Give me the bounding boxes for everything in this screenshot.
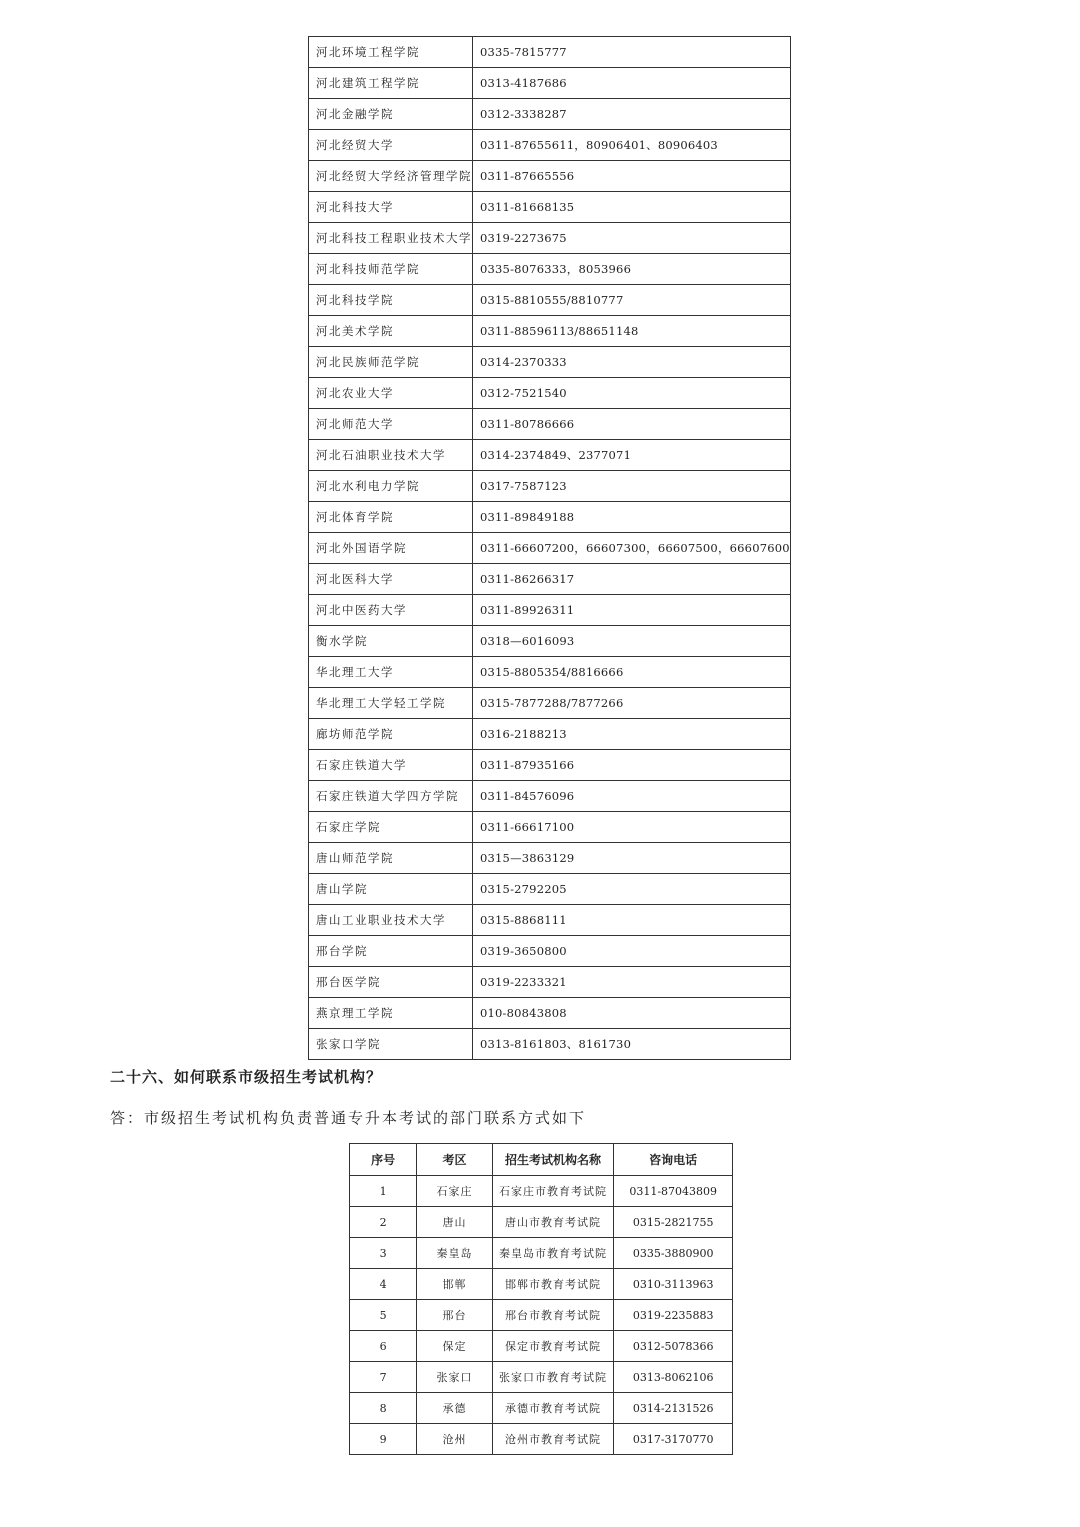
university-phone: 0335-7815777: [473, 37, 791, 68]
office-name: 保定市教育考试院: [492, 1331, 614, 1362]
university-contact-table: [308, 36, 791, 1060]
university-phone: 0335-8076333，8053966: [473, 254, 791, 285]
university-name: 唐山学院: [309, 874, 473, 905]
table-row: [309, 657, 791, 688]
row-index: 7: [350, 1362, 417, 1393]
table-row: [309, 564, 791, 595]
table-row: [309, 68, 791, 99]
table-row: [309, 471, 791, 502]
row-index: 1: [350, 1176, 417, 1207]
table-row: [350, 1176, 733, 1207]
row-index: 6: [350, 1331, 417, 1362]
header-district: 考区: [417, 1144, 492, 1176]
table-row: [350, 1269, 733, 1300]
university-phone: 0315-2792205: [473, 874, 791, 905]
office-phone: 0313-8062106: [614, 1362, 733, 1393]
university-name: 河北环境工程学院: [309, 37, 473, 68]
exam-district: 邢台: [417, 1300, 492, 1331]
university-name: 燕京理工学院: [309, 998, 473, 1029]
university-name: 河北科技学院: [309, 285, 473, 316]
table-row: [309, 688, 791, 719]
university-name: 河北科技工程职业技术大学: [309, 223, 473, 254]
university-name: 华北理工大学轻工学院: [309, 688, 473, 719]
table-row: [309, 750, 791, 781]
table-row: [309, 254, 791, 285]
table-row: [309, 533, 791, 564]
university-name: 廊坊师范学院: [309, 719, 473, 750]
office-phone: 0319-2235883: [614, 1300, 733, 1331]
table-row: [350, 1331, 733, 1362]
city-exam-office-table: [349, 1143, 733, 1455]
table-row: [309, 285, 791, 316]
university-phone: 0311-88596113/88651148: [473, 316, 791, 347]
university-phone: 0311-66617100: [473, 812, 791, 843]
university-phone: 0312-7521540: [473, 378, 791, 409]
office-phone: 0310-3113963: [614, 1269, 733, 1300]
university-phone: 0311-89926311: [473, 595, 791, 626]
university-phone: 0311-80786666: [473, 409, 791, 440]
university-phone: 0313-8161803、8161730: [473, 1029, 791, 1060]
table-row: [309, 998, 791, 1029]
table-row: [350, 1424, 733, 1455]
office-name: 张家口市教育考试院: [492, 1362, 614, 1393]
university-phone: 0315-8868111: [473, 905, 791, 936]
row-index: 2: [350, 1207, 417, 1238]
university-name: 河北体育学院: [309, 502, 473, 533]
table-row: [309, 812, 791, 843]
table-row: [309, 316, 791, 347]
university-name: 唐山工业职业技术大学: [309, 905, 473, 936]
university-phone: 0311-87665556: [473, 161, 791, 192]
university-name: 河北经贸大学: [309, 130, 473, 161]
university-name: 张家口学院: [309, 1029, 473, 1060]
office-name: 沧州市教育考试院: [492, 1424, 614, 1455]
university-name: 石家庄学院: [309, 812, 473, 843]
university-name: 邢台医学院: [309, 967, 473, 998]
university-table-body: [309, 37, 791, 1060]
university-phone: 0311-66607200，66607300，66607500，66607600: [473, 533, 791, 564]
header-office-name: 招生考试机构名称: [492, 1144, 614, 1176]
office-phone: 0314-2131526: [614, 1393, 733, 1424]
office-name: 邢台市教育考试院: [492, 1300, 614, 1331]
exam-district: 保定: [417, 1331, 492, 1362]
university-name: 河北石油职业技术大学: [309, 440, 473, 471]
university-name: 华北理工大学: [309, 657, 473, 688]
exam-district: 承德: [417, 1393, 492, 1424]
university-name: 河北金融学院: [309, 99, 473, 130]
row-index: 8: [350, 1393, 417, 1424]
university-name: 河北农业大学: [309, 378, 473, 409]
table-row: [309, 967, 791, 998]
table-row: [309, 347, 791, 378]
university-name: 河北民族师范学院: [309, 347, 473, 378]
table-row: [350, 1393, 733, 1424]
university-name: 河北水利电力学院: [309, 471, 473, 502]
exam-district: 邯郸: [417, 1269, 492, 1300]
university-phone: 0311-89849188: [473, 502, 791, 533]
university-phone: 0319-2233321: [473, 967, 791, 998]
office-name: 唐山市教育考试院: [492, 1207, 614, 1238]
university-name: 河北师范大学: [309, 409, 473, 440]
university-phone: 0314-2370333: [473, 347, 791, 378]
office-phone: 0311-87043809: [614, 1176, 733, 1207]
table-row: [309, 843, 791, 874]
university-name: 河北外国语学院: [309, 533, 473, 564]
table-row: [309, 409, 791, 440]
university-name: 河北科技大学: [309, 192, 473, 223]
row-index: 9: [350, 1424, 417, 1455]
university-phone: 0315-8810555/8810777: [473, 285, 791, 316]
university-phone: 0312-3338287: [473, 99, 791, 130]
header-phone: 咨询电话: [614, 1144, 733, 1176]
university-phone: 0311-87655611，80906401、80906403: [473, 130, 791, 161]
university-phone: 0317-7587123: [473, 471, 791, 502]
university-name: 石家庄铁道大学: [309, 750, 473, 781]
office-phone: 0315-2821755: [614, 1207, 733, 1238]
university-phone: 0314-2374849、2377071: [473, 440, 791, 471]
table-row: [309, 936, 791, 967]
table-row: [309, 905, 791, 936]
university-name: 石家庄铁道大学四方学院: [309, 781, 473, 812]
office-name: 石家庄市教育考试院: [492, 1176, 614, 1207]
university-phone: 0319-3650800: [473, 936, 791, 967]
university-name: 邢台学院: [309, 936, 473, 967]
exam-district: 秦皇岛: [417, 1238, 492, 1269]
header-index: 序号: [350, 1144, 417, 1176]
university-phone: 0311-84576096: [473, 781, 791, 812]
table-row: [309, 37, 791, 68]
exam-district: 张家口: [417, 1362, 492, 1393]
university-phone: 0311-87935166: [473, 750, 791, 781]
office-name: 承德市教育考试院: [492, 1393, 614, 1424]
university-phone: 0313-4187686: [473, 68, 791, 99]
section-answer-text: 答：市级招生考试机构负责普通专升本考试的部门联系方式如下: [110, 1109, 587, 1127]
university-phone: 0311-86266317: [473, 564, 791, 595]
table-row: [350, 1207, 733, 1238]
row-index: 5: [350, 1300, 417, 1331]
university-name: 河北经贸大学经济管理学院: [309, 161, 473, 192]
university-name: 衡水学院: [309, 626, 473, 657]
university-phone: 0315—3863129: [473, 843, 791, 874]
university-phone: 0315-7877288/7877266: [473, 688, 791, 719]
row-index: 3: [350, 1238, 417, 1269]
exam-district: 石家庄: [417, 1176, 492, 1207]
university-name: 河北美术学院: [309, 316, 473, 347]
university-name: 河北科技师范学院: [309, 254, 473, 285]
office-phone: 0312-5078366: [614, 1331, 733, 1362]
table-row: [309, 378, 791, 409]
table-row: [309, 874, 791, 905]
university-name: 河北医科大学: [309, 564, 473, 595]
university-phone: 0319-2273675: [473, 223, 791, 254]
university-phone: 0311-81668135: [473, 192, 791, 223]
exam-district: 沧州: [417, 1424, 492, 1455]
table-row: [309, 99, 791, 130]
office-name: 秦皇岛市教育考试院: [492, 1238, 614, 1269]
table-row: [309, 161, 791, 192]
table-row: [309, 440, 791, 471]
table-row: [309, 1029, 791, 1060]
city-table-body: [350, 1176, 733, 1455]
exam-district: 唐山: [417, 1207, 492, 1238]
university-name: 河北中医药大学: [309, 595, 473, 626]
table-row: [350, 1300, 733, 1331]
university-phone: 0318—6016093: [473, 626, 791, 657]
office-name: 邯郸市教育考试院: [492, 1269, 614, 1300]
university-name: 唐山师范学院: [309, 843, 473, 874]
table-row: [309, 626, 791, 657]
office-phone: 0317-3170770: [614, 1424, 733, 1455]
table-row: [309, 130, 791, 161]
table-row: [309, 595, 791, 626]
table-row: [309, 781, 791, 812]
table-row: [350, 1238, 733, 1269]
table-row: [309, 502, 791, 533]
row-index: 4: [350, 1269, 417, 1300]
table-row: [309, 719, 791, 750]
table-row: [309, 192, 791, 223]
section-heading: 二十六、如何联系市级招生考试机构？: [110, 1068, 383, 1086]
university-phone: 0316-2188213: [473, 719, 791, 750]
university-name: 河北建筑工程学院: [309, 68, 473, 99]
office-phone: 0335-3880900: [614, 1238, 733, 1269]
city-table-header-row: [350, 1144, 733, 1176]
university-phone: 010-80843808: [473, 998, 791, 1029]
table-row: [309, 223, 791, 254]
university-phone: 0315-8805354/8816666: [473, 657, 791, 688]
table-row: [350, 1362, 733, 1393]
